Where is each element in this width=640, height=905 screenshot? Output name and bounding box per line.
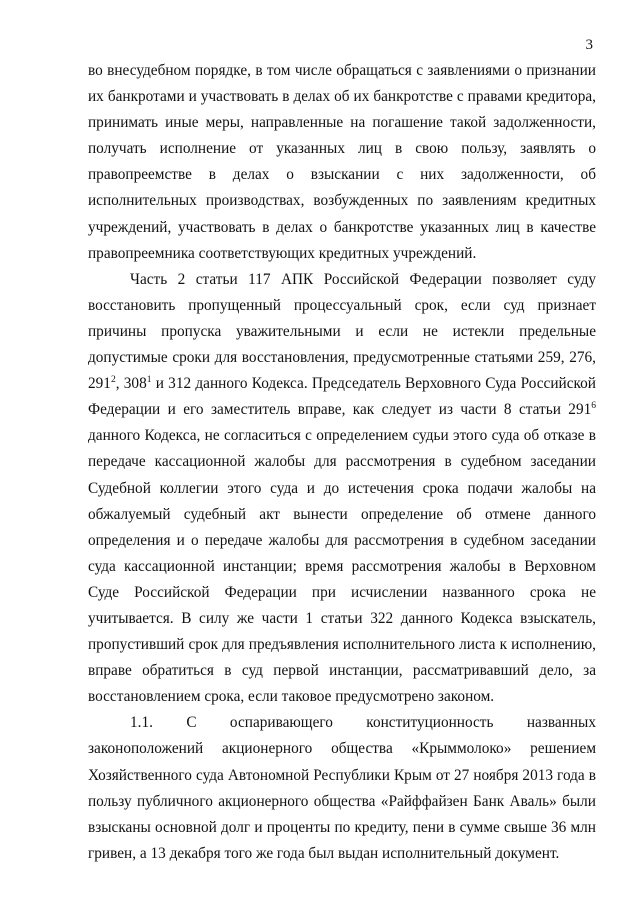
paragraph-3: 1.1. С оспаривающего конституционность названных законоположений акционерного общества «Крыммолоко» решением Хозяйственного суда Автономной Республики Крым от 27 ноября 2013 года в пользу публичного акционерного общества «Райффайзен Банк Аваль» были взысканы основной долг и проценты по кредиту, пени в сумме свыше 36 млн гривен, а 13 декабря того же года был выдан исполнительный документ. <box>88 714 596 862</box>
page-number: 3 <box>585 37 593 53</box>
superscript: 6 <box>591 401 596 412</box>
paragraph-2-text: , 308 <box>115 375 147 393</box>
paragraph-2-text: данного Кодекса, не согласиться с определением судьи этого суда об отказе в передаче кассационной жалобы для рассмотрения в судебном заседании Судебной коллегии этого суда и до истечения срока подачи жалобы на обжалуемый судебный акт вынести определение об отмене данного определения и о передаче жалобы для рассмотрения в судебном заседании суда кассационной инстанции; время рассмотрения жалобы в Верховном Суде Российской Федерации при исчислении названного срока не учитывается. В силу же части 1 статьи 322 данного Кодекса взыскатель, пропустивший срок для предъявления исполнительного листа к исполнению, вправе обратиться в суд первой инстанции, рассматривавший дело, за восстановлением срока, если таковое предусмотрено законом. <box>88 427 596 706</box>
paragraph-1: во внесудебном порядке, в том числе обращаться с заявлениями о признании их банкротами и участвовать в делах об их банкротстве с правами кредитора, принимать иные меры, направленные на погашение такой задолженности, получать исполнение от указанных лиц в свою пользу, заявлять о правопреемстве в делах о взыскании с них задолженности, об исполнительных производствах, возбужденных по заявлениям кредитных учреждений, участвовать в делах о банкротстве указанных лиц в качестве правопреемника соответствующих кредитных учреждений. <box>88 62 596 262</box>
superscript: 2 <box>110 375 116 386</box>
superscript: 1 <box>146 375 152 386</box>
document-body <box>88 58 596 867</box>
paragraph-2-text: Часть 2 статьи 117 АПК Российской Федерации позволяет суду восстановить пропущенный процессуальный срок, если суд признает причины пропуска уважительными и если не истекли предельные допустимые сроки для восстановления, предусмотренные статьями 259, 276, 291 <box>88 270 596 393</box>
paragraph-2 <box>88 267 596 711</box>
paragraph-2-text: и 312 данного Кодекса. Председатель Верховного Суда Российской Федерации и его заместитель вправе, как следует из части 8 статьи 291 <box>88 375 596 419</box>
